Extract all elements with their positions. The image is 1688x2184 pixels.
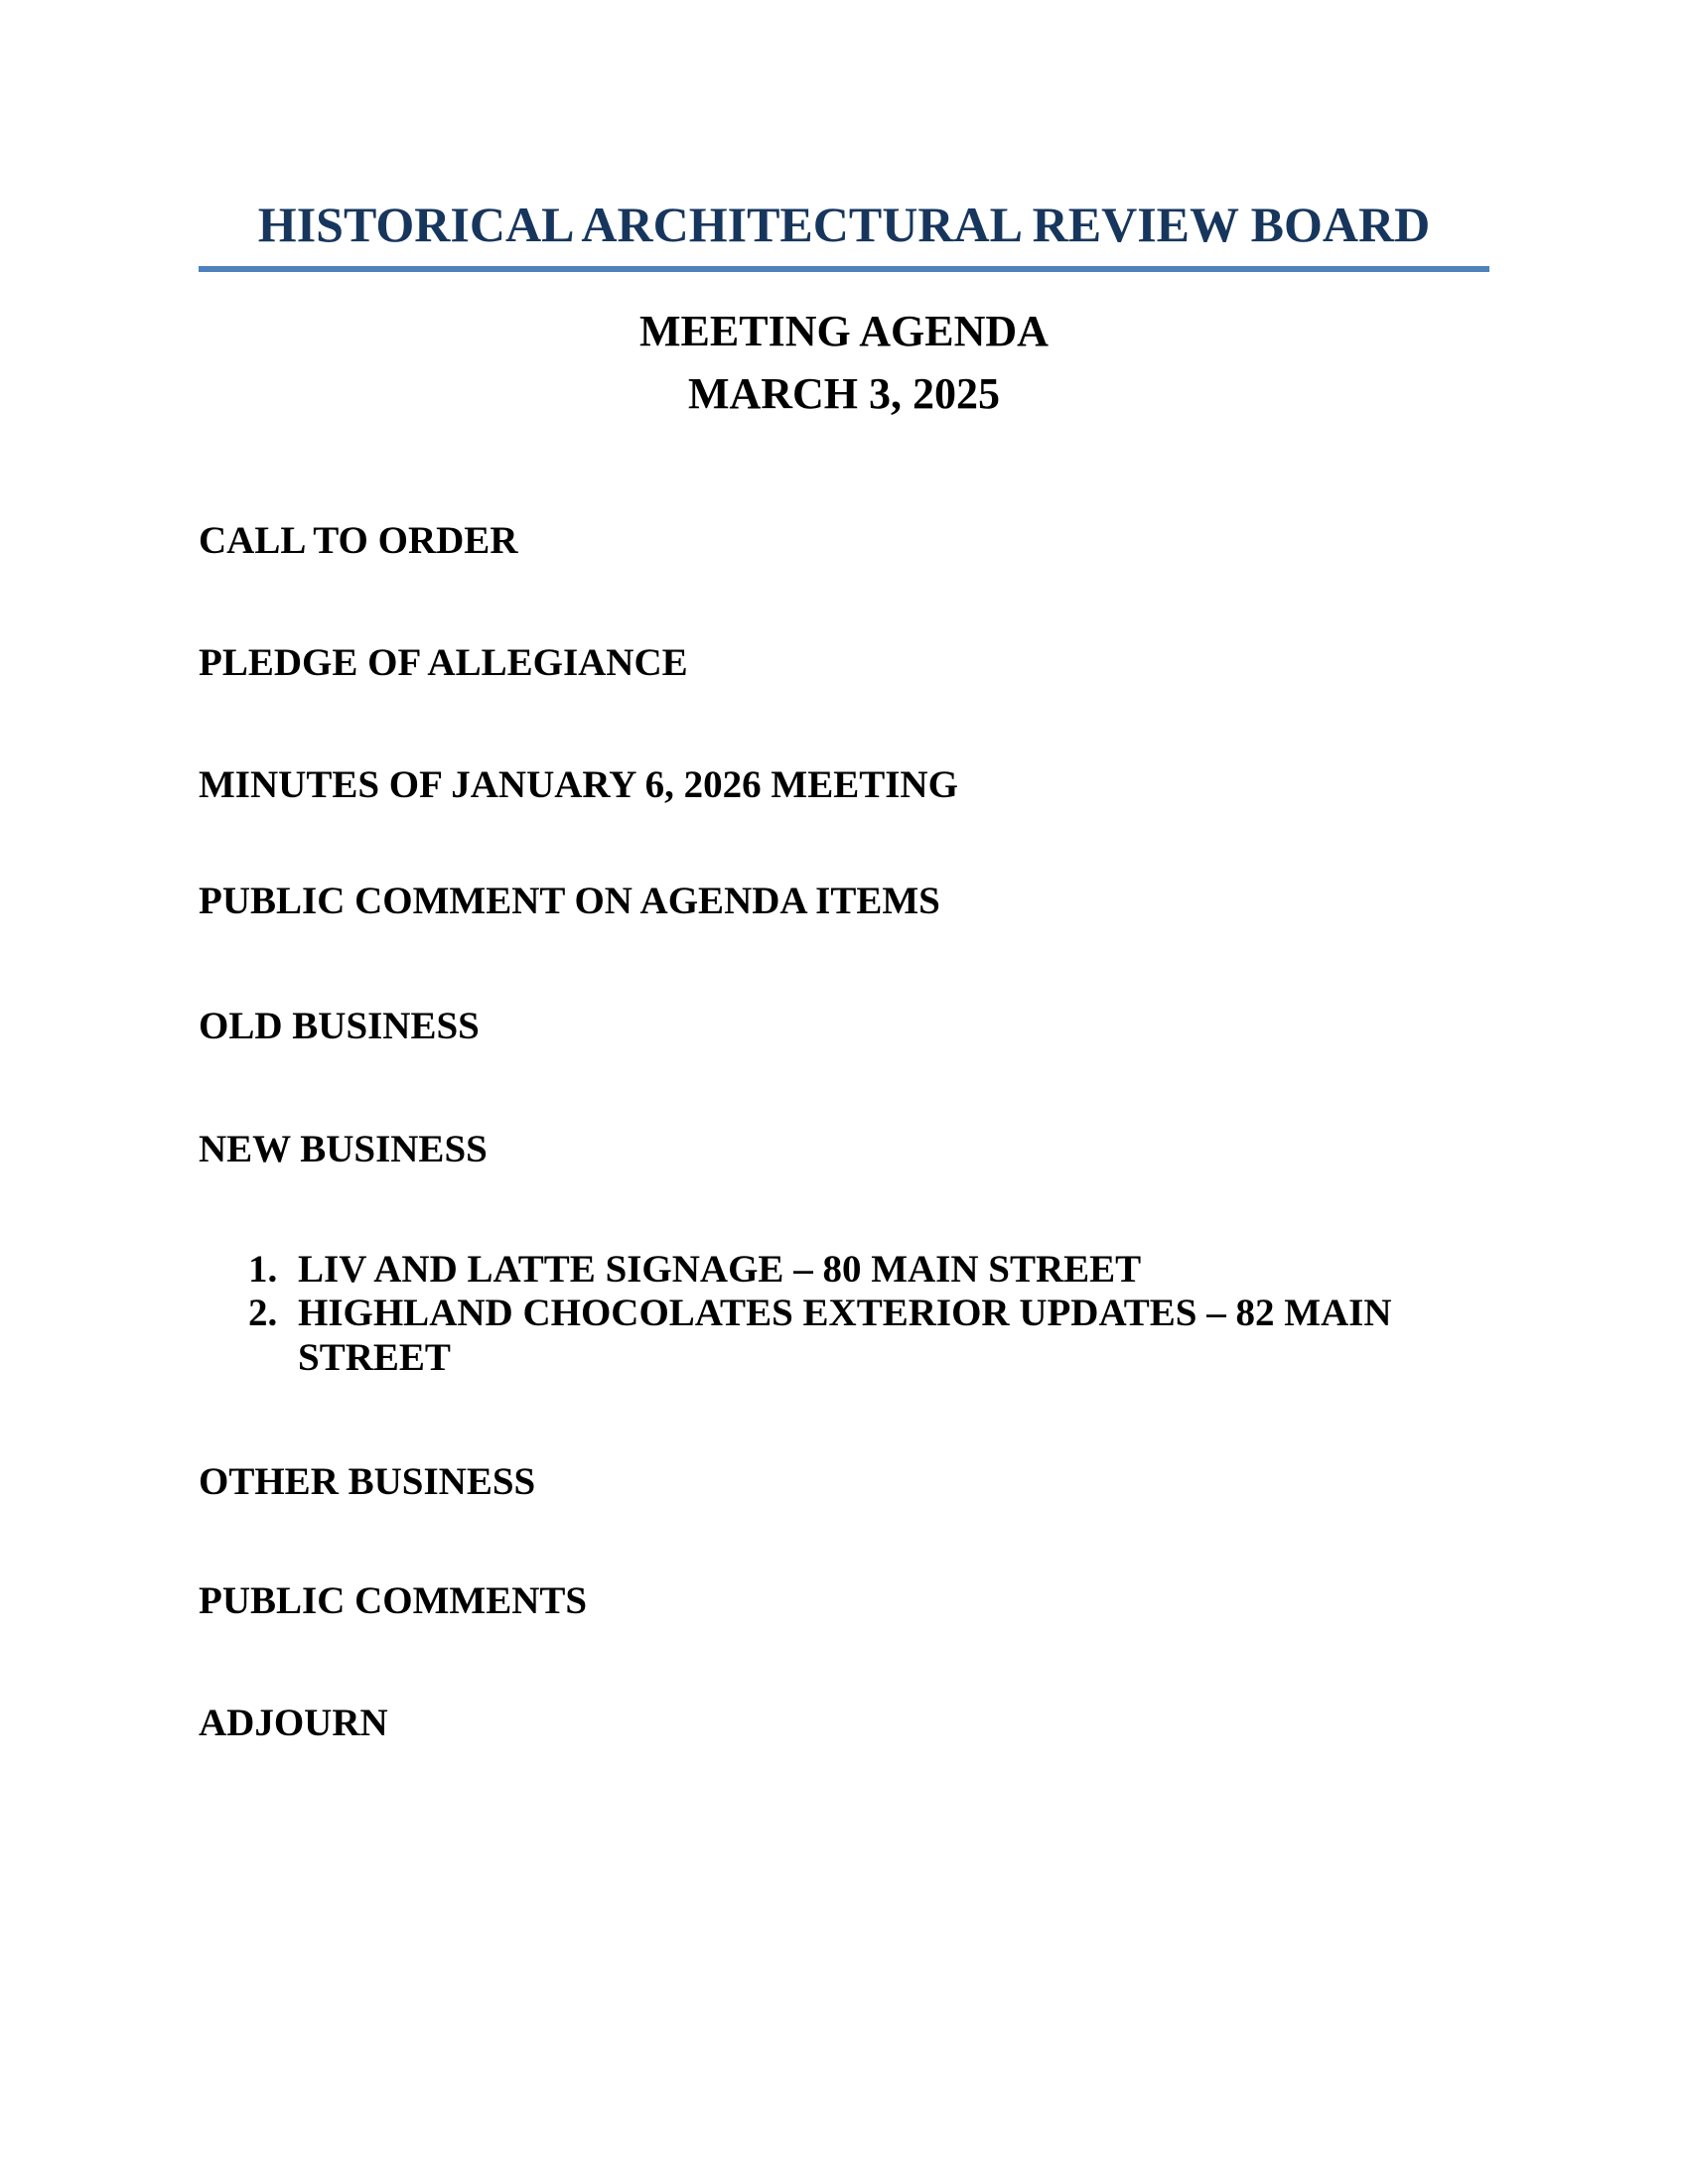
list-item-text: HIGHLAND CHOCOLATES EXTERIOR UPDATES – 82 MAIN STREET (298, 1292, 1392, 1379)
agenda-section-public-comments: PUBLIC COMMENTS (199, 1579, 588, 1622)
agenda-section-pledge-of-allegiance: PLEDGE OF ALLEGIANCE (199, 641, 688, 684)
agenda-section-old-business: OLD BUSINESS (199, 1005, 480, 1047)
agenda-section-minutes: MINUTES OF JANUARY 6, 2026 MEETING (199, 763, 958, 806)
new-business-list-item (248, 1247, 1455, 1292)
agenda-section-adjourn: ADJOURN (199, 1702, 388, 1744)
agenda-section-call-to-order: CALL TO ORDER (199, 519, 518, 562)
list-item-number: 1. (248, 1248, 278, 1291)
document-title: HISTORICAL ARCHITECTURAL REVIEW BOARD (257, 197, 1431, 252)
new-business-list-item (248, 1291, 1455, 1380)
title-underline-rule (199, 266, 1489, 272)
agenda-section-new-business: NEW BUSINESS (199, 1128, 488, 1170)
meeting-date: MARCH 3, 2025 (687, 369, 1001, 418)
meeting-agenda-heading: MEETING AGENDA (639, 307, 1049, 355)
agenda-section-other-business: OTHER BUSINESS (199, 1460, 536, 1503)
agenda-section-public-comment-agenda-items: PUBLIC COMMENT ON AGENDA ITEMS (199, 880, 940, 922)
list-item-number: 2. (248, 1292, 278, 1334)
list-item-text: LIV AND LATTE SIGNAGE – 80 MAIN STREET (298, 1248, 1142, 1291)
